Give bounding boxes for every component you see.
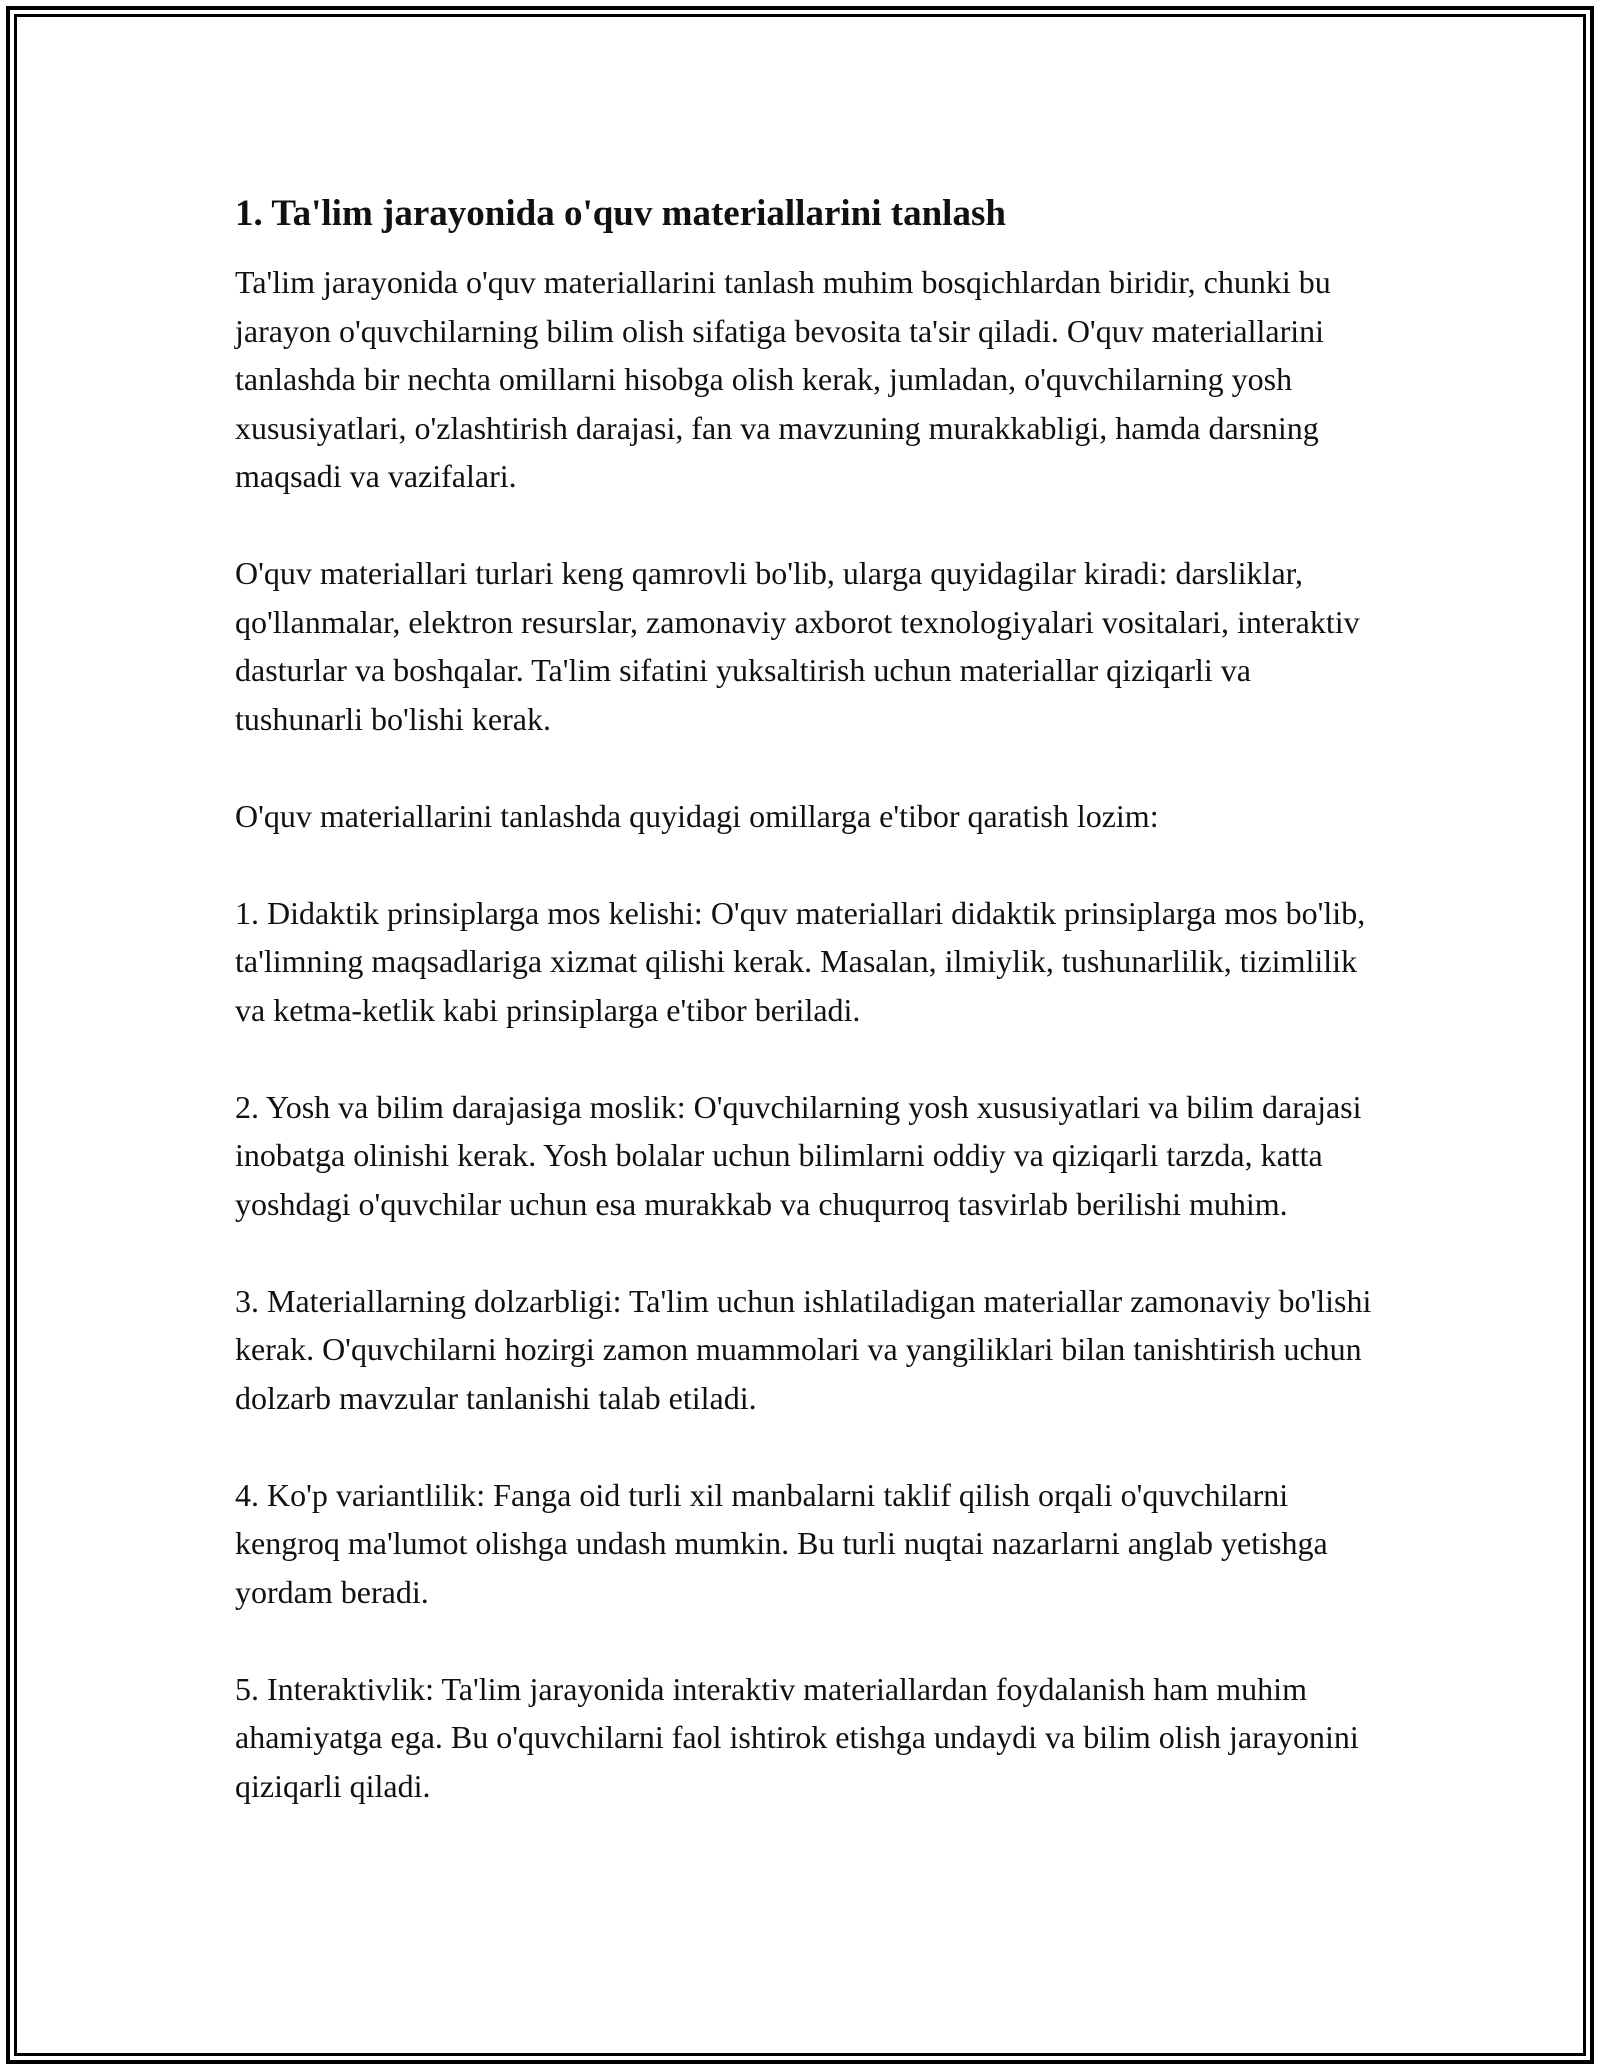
list-item-age-level: 2. Yosh va bilim darajasiga moslik: O'quvchilarning yosh xususiyatlari va bilim darajasi inobatga olinishi kerak. Yosh bolalar uchun bilimlarni oddiy va qiziqarli tarzda, katta yoshdagi o'quvchilar uchun esa murakkab va chuqurroq tasvirlab berilishi muhim. <box>235 1088 1362 1222</box>
paragraph-material-types: O'quv materiallari turlari keng qamrovli bo'lib, ularga quyidagilar kiradi: darsliklar, qo'llanmalar, elektron resurslar, zamonaviy axborot texnologiyalari vositalari, interaktiv dasturlar va boshqalar. Ta'lim sifatini yuksaltirish uchun materiallar qiziqarli va tushunarli bo'lishi kerak. <box>235 555 1360 737</box>
list-item-interactivity: 5. Interaktivlik: Ta'lim jarayonida interaktiv materiallardan foydalanish ham muhim ahamiyatga ega. Bu o'quvchilarni faol ishtirok etishga undaydi va bilim olish jarayonini qiziqarli qiladi. <box>235 1670 1359 1804</box>
section-title: 1. Ta'lim jarayonida o'quv materiallarini tanlash <box>235 193 1006 234</box>
document-body <box>235 186 1385 1810</box>
paragraph-factors-lead: O'quv materiallarini tanlashda quyidagi omillarga e'tibor qaratish lozim: <box>235 797 1159 834</box>
list-item-variety: 4. Ko'p variantlilik: Fanga oid turli xil manbalarni taklif qilish orqali o'quvchilarni kengroq ma'lumot olishga undash mumkin. Bu turli nuqtai nazarlarni anglab yetishga yordam beradi. <box>235 1476 1328 1610</box>
list-item-didactic: 1. Didaktik prinsiplarga mos kelishi: O'quv materiallari didaktik prinsiplarga mos bo'lib, ta'limning maqsadlariga xizmat qilishi kerak. Masalan, ilmiylik, tushunarlilik, tizimlilik va ketma-ketlik kabi prinsiplarga e'tibor beriladi. <box>235 894 1366 1028</box>
list-item-relevance: 3. Materiallarning dolzarbligi: Ta'lim uchun ishlatiladigan materiallar zamonaviy bo'lishi kerak. O'quvchilarni hozirgi zamon muammolari va yangiliklari bilan tanishtirish uchun dolzarb mavzular tanlanishi talab etiladi. <box>235 1282 1372 1416</box>
paragraph-intro: Ta'lim jarayonida o'quv materiallarini tanlash muhim bosqichlardan biridir, chunki bu jarayon o'quvchilarning bilim olish sifatiga bevosita ta'sir qiladi. O'quv materiallarini tanlashda bir nechta omillarni hisobga olish kerak, jumladan, o'quvchilarning yosh xususiyatlari, o'zlashtirish darajasi, fan va mavzuning murakkabligi, hamda darsning maqsadi va vazifalari. <box>235 264 1331 494</box>
